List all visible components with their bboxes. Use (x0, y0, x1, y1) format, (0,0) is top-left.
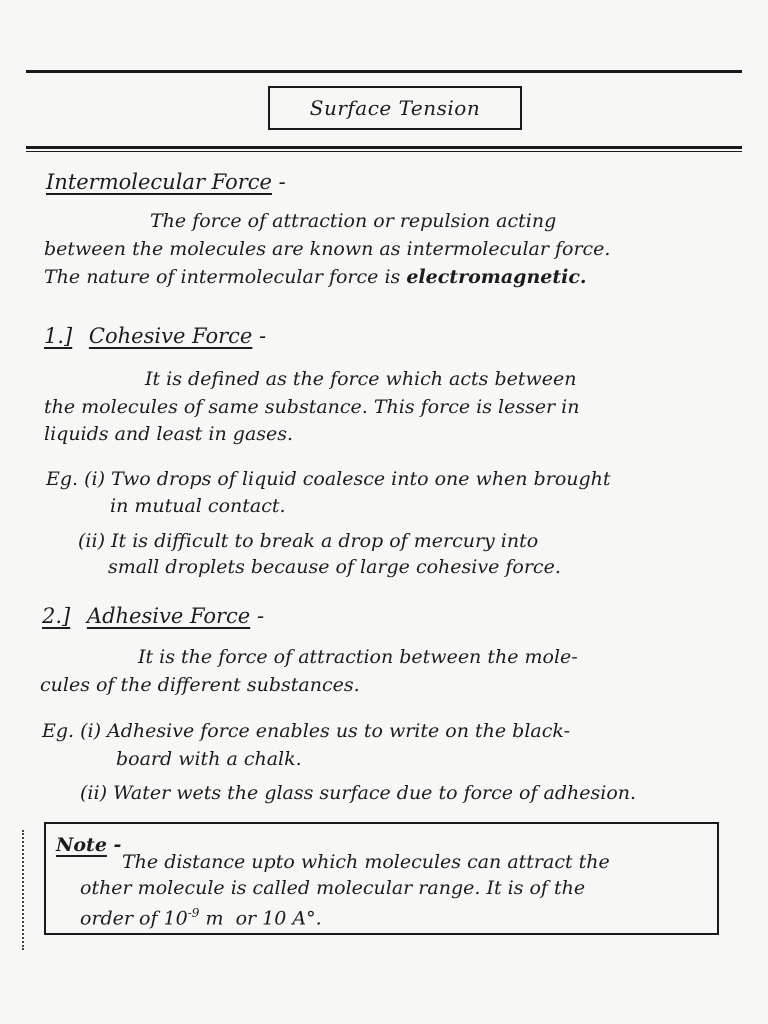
cohesive-eg1-line-1: Eg. (i) Two drops of liquid coalesce into one when brought (46, 468, 611, 490)
note-line-3-a: order of 10 (80, 907, 188, 930)
header-bottom-rule-thin (26, 151, 742, 152)
adhesive-line-1: It is the force of attraction between the mole- (138, 646, 578, 668)
cohesive-heading-text: Cohesive Force (88, 324, 253, 348)
note-label-text: Note (56, 834, 107, 856)
intermolecular-line-3 (44, 268, 587, 287)
note-label (56, 836, 121, 855)
page-title-text: Surface Tension (309, 96, 481, 120)
cohesive-eg2-line-2: small droplets because of large cohesive force. (108, 556, 561, 578)
adhesive-line-2: cules of the different substances. (40, 674, 360, 696)
note-exponent: -9 (187, 906, 200, 920)
cohesive-line-2: the molecules of same substance. This force is lesser in (44, 396, 580, 418)
note-line-3-b: m or 10 A°. (199, 907, 322, 930)
adhesive-eg1-line-1: Eg. (i) Adhesive force enables us to write on the black- (42, 720, 570, 742)
heading-adhesive (42, 606, 264, 627)
cohesive-eg2-line-1: (ii) It is difficult to break a drop of mercury into (78, 530, 539, 552)
note-line-1: The distance upto which molecules can attract the (122, 851, 610, 873)
intermolecular-line-1: The force of attraction or repulsion acting (150, 210, 557, 232)
page-title (268, 86, 522, 130)
note-dash: - (113, 834, 122, 856)
adhesive-number: 2.] (42, 604, 71, 628)
heading-dash: - (278, 170, 286, 194)
intermolecular-line-3-text: The nature of intermolecular force is (44, 266, 401, 288)
adhesive-heading-text: Adhesive Force (86, 604, 251, 628)
intermolecular-line-2: between the molecules are known as intermolecular force. (44, 238, 611, 260)
margin-dots (22, 830, 24, 950)
top-rule (26, 70, 742, 73)
cohesive-number: 1.] (44, 324, 73, 348)
adhesive-eg2-line-1: (ii) Water wets the glass surface due to force of adhesion. (80, 782, 637, 804)
note-line-2: other molecule is called molecular range. It is of the (80, 877, 586, 899)
adhesive-eg1-line-2: board with a chalk. (116, 748, 302, 770)
cohesive-eg1-line-2: in mutual contact. (110, 495, 286, 517)
electromagnetic-text: electromagnetic. (406, 266, 587, 288)
heading-dash: - (259, 324, 267, 348)
heading-intermolecular (46, 172, 286, 193)
heading-dash: - (256, 604, 265, 628)
heading-intermolecular-text: Intermolecular Force (46, 170, 272, 194)
cohesive-line-3: liquids and least in gases. (44, 423, 294, 445)
cohesive-line-1: It is defined as the force which acts between (145, 368, 577, 390)
header-bottom-rule (26, 146, 742, 149)
heading-cohesive (44, 326, 266, 347)
note-line-3 (80, 907, 322, 928)
